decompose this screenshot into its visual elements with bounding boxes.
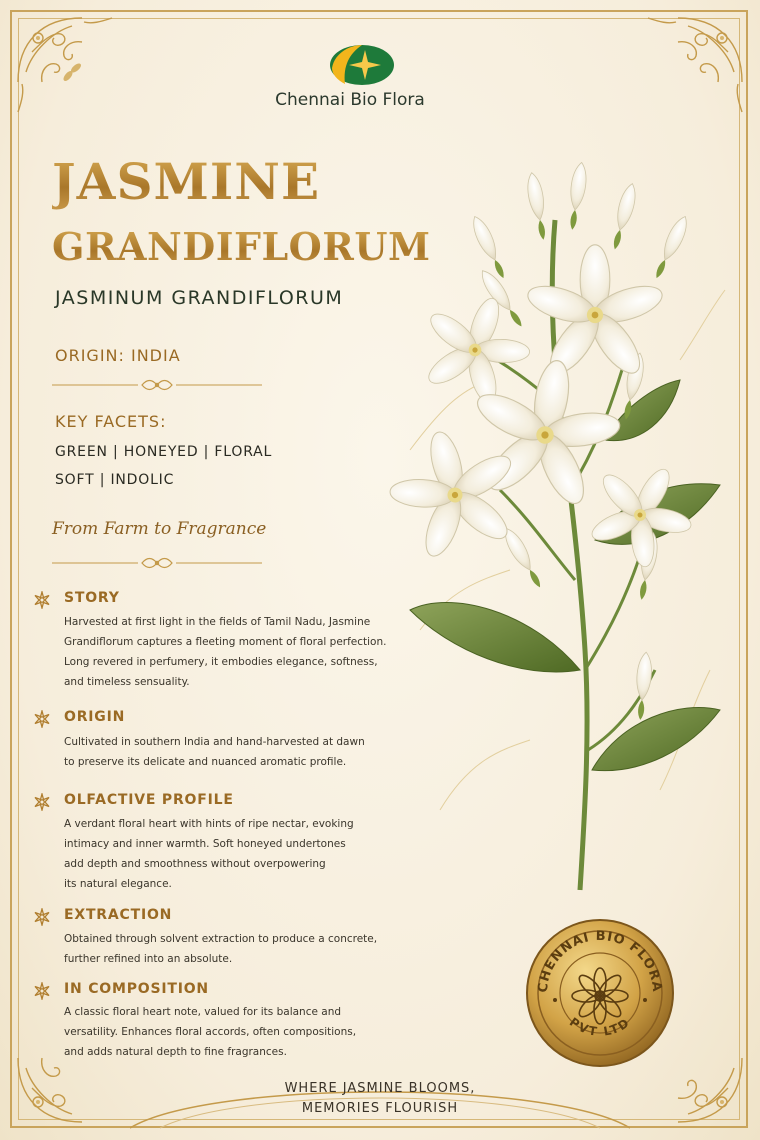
jasmine-illustration xyxy=(380,110,740,910)
section-body-olfactive-profile xyxy=(64,814,409,894)
origin-label: ORIGIN: INDIA xyxy=(55,346,181,365)
motto-line: MEMORIES FLOURISH xyxy=(301,1101,459,1116)
text-line: to preserve its delicate and nuanced aromatic profile. xyxy=(64,756,347,768)
text-line: add depth and smoothness without overpowering xyxy=(64,858,326,870)
seal-bottom-text: PVT LTD xyxy=(566,1014,634,1039)
text-line: versatility. Enhances floral accords, often compositions, xyxy=(64,1026,357,1038)
text-line: Long revered in perfumery, it embodies elegance, softness, xyxy=(64,656,378,668)
brand-name: Chennai Bio Flora xyxy=(275,90,425,110)
flower-ornament-icon xyxy=(33,908,51,926)
page-title-line-2: GRANDIFLORUM xyxy=(52,224,431,269)
text-line: Cultivated in southern India and hand-harvested at dawn xyxy=(64,736,365,748)
text-line: further refined into an absolute. xyxy=(64,953,233,965)
section-body-extraction xyxy=(64,929,409,969)
text-line: Obtained through solvent extraction to produce a concrete, xyxy=(64,933,378,945)
star-leaf-logo-icon xyxy=(329,44,395,86)
flower-ornament-icon xyxy=(33,982,51,1000)
text-line: and adds natural depth to fine fragrances. xyxy=(64,1046,287,1058)
section-heading-origin: ORIGIN xyxy=(64,709,126,725)
seal-top-text: CHENNAI BIO FLORA xyxy=(535,928,665,994)
text-line: A classic floral heart note, valued for its balance and xyxy=(64,1006,342,1018)
section-heading-story: STORY xyxy=(64,590,120,606)
key-facets-line: SOFT | INDOLIC xyxy=(55,472,175,488)
section-heading-in-composition: IN COMPOSITION xyxy=(64,981,209,997)
flower-ornament-icon xyxy=(33,793,51,811)
key-facets-line: GREEN | HONEYED | FLORAL xyxy=(55,444,273,460)
text-line: A verdant floral heart with hints of ripe nectar, evoking xyxy=(64,818,354,830)
company-seal xyxy=(525,918,675,1068)
motto-line: WHERE JASMINE BLOOMS, xyxy=(284,1081,476,1096)
botanical-name: JASMINUM GRANDIFLORUM xyxy=(55,287,344,309)
section-heading-extraction: EXTRACTION xyxy=(64,907,173,923)
text-line: and timeless sensuality. xyxy=(64,676,190,688)
text-line: its natural elegance. xyxy=(64,878,172,890)
section-body-origin xyxy=(64,732,409,772)
text-line: intimacy and inner warmth. Soft honeyed undertones xyxy=(64,838,346,850)
section-heading-olfactive-profile: OLFACTIVE PROFILE xyxy=(64,792,234,808)
text-line: Harvested at first light in the fields of Tamil Nadu, Jasmine xyxy=(64,616,371,628)
bottom-ornament-arc xyxy=(130,1070,630,1130)
section-body-story xyxy=(64,612,409,692)
section-body-in-composition xyxy=(64,1002,409,1062)
ornamental-divider xyxy=(52,555,262,571)
text-line: Grandiflorum captures a fleeting moment of floral perfection. xyxy=(64,636,387,648)
flower-ornament-icon xyxy=(33,591,51,609)
flower-ornament-icon xyxy=(33,710,51,728)
corner-ornament-icon xyxy=(12,12,132,132)
ornamental-divider xyxy=(52,377,262,393)
page-title: JASMINE xyxy=(52,152,321,211)
tagline: From Farm to Fragrance xyxy=(52,519,267,539)
key-facets-heading: KEY FACETS: xyxy=(55,412,167,431)
